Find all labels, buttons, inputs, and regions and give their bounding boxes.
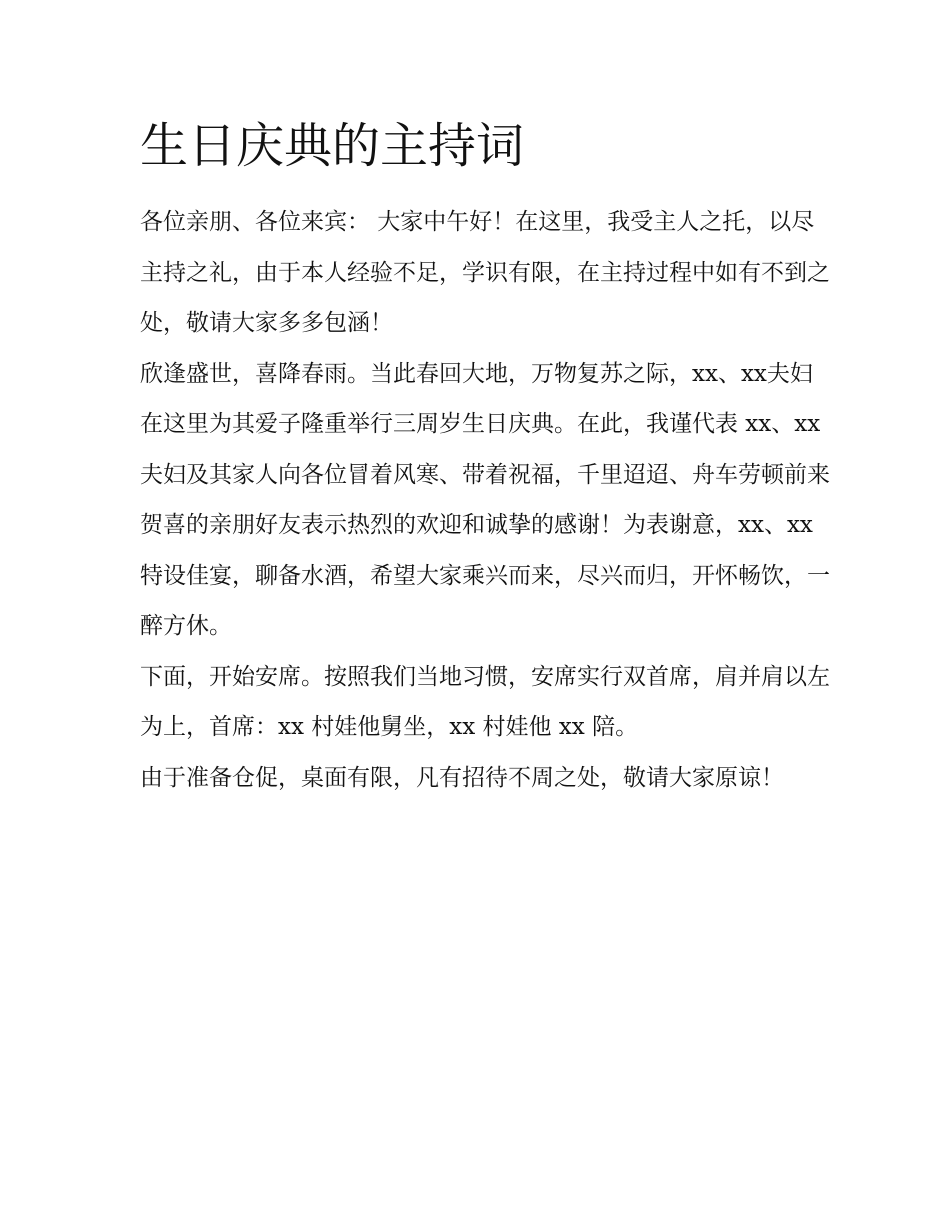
paragraph-welcome: 欣逢盛世，喜降春雨。当此春回大地，万物复苏之际，xx、xx夫妇在这里为其爱子隆重举行三周岁生日庆典。在此，我谨代表 xx、xx 夫妇及其家人向各位冒着风寒、带着祝福，千里迢迢、舟车劳顿前来贺喜的亲朋好友表示热烈的欢迎和诚挚的感谢！为表谢意，xx、xx 特设佳宴，聊备水酒，希望大家乘兴而来，尽兴而归，开怀畅饮，一醉方休。 bbox=[140, 360, 830, 639]
paragraph-greeting: 各位亲朋、各位来宾： 大家中午好！在这里，我受主人之托，以尽主持之礼，由于本人经验不足，学识有限，在主持过程中如有不到之处，敬请大家多多包涵！ bbox=[140, 209, 830, 336]
paragraph-seating: 下面，开始安席。按照我们当地习惯，安席实行双首席，肩并肩以左为上，首席：xx 村娃他舅坐，xx 村娃他 xx 陪。 bbox=[140, 663, 830, 740]
document-title: 生日庆典的主持词 bbox=[140, 118, 525, 174]
document-body bbox=[140, 197, 830, 803]
paragraph-apology: 由于准备仓促，桌面有限，凡有招待不周之处，敬请大家原谅！ bbox=[140, 764, 784, 791]
